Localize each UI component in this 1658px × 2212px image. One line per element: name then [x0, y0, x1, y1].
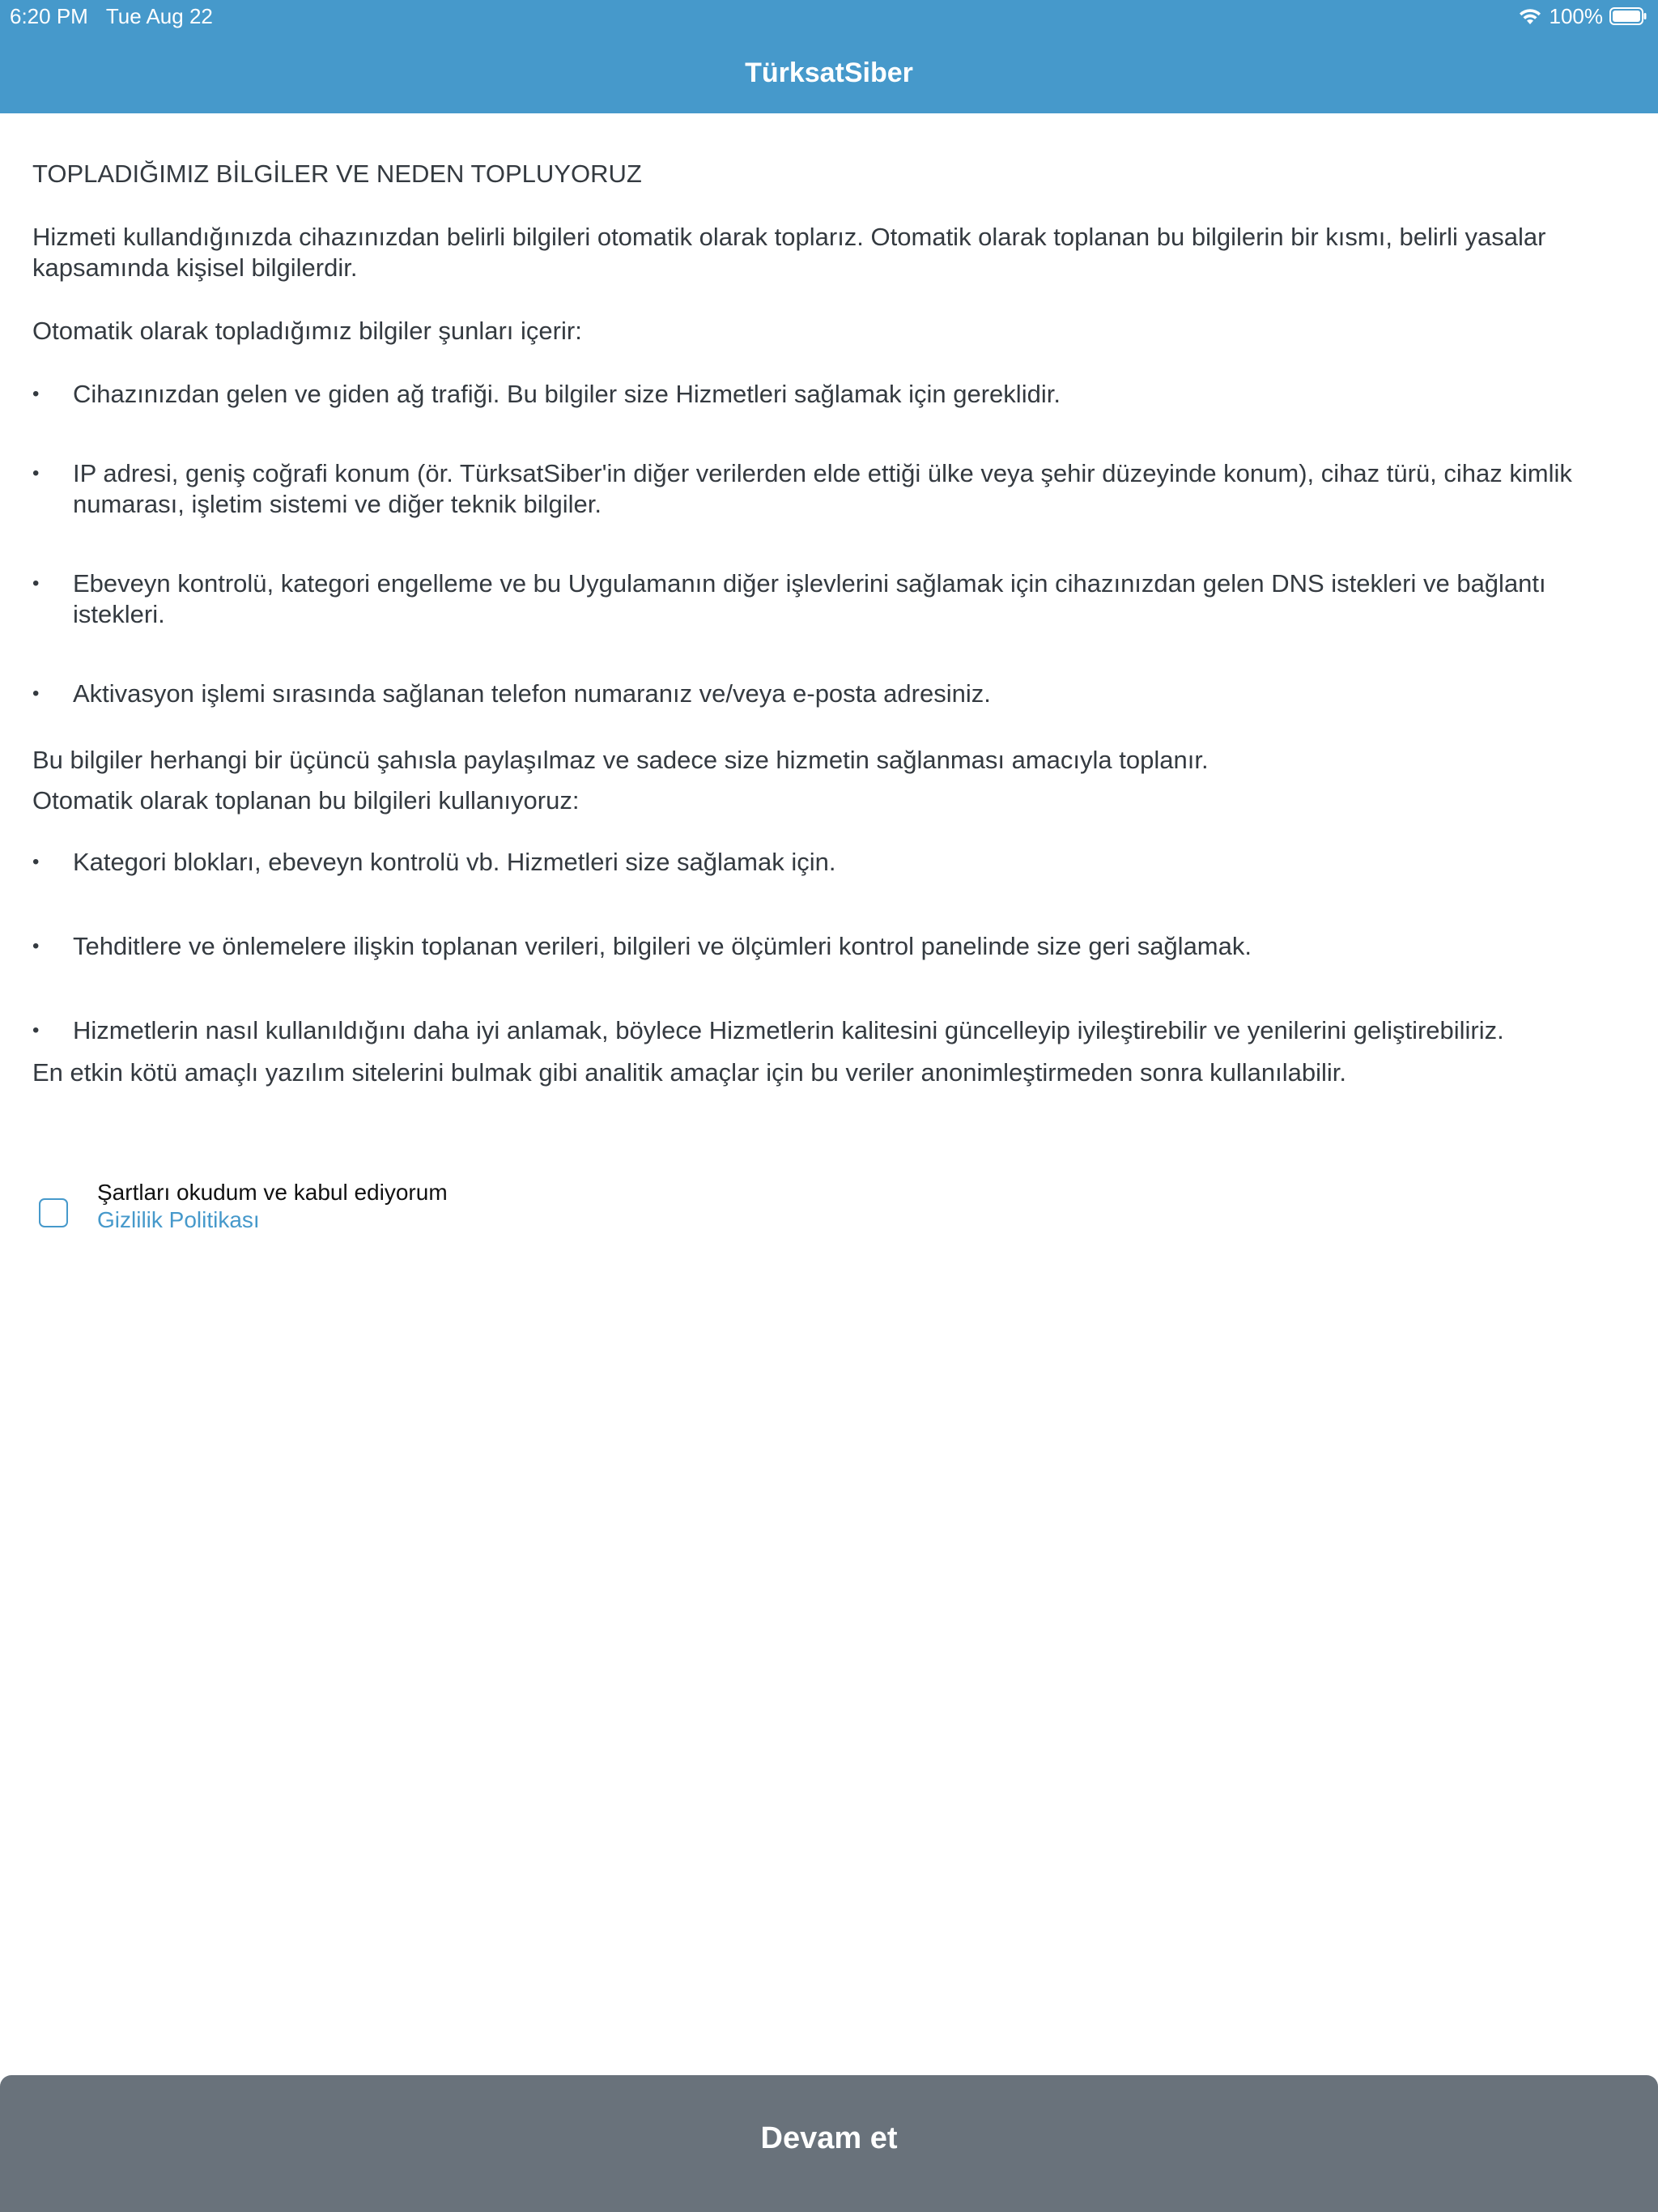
bullet-icon: •	[32, 1019, 40, 1041]
bullet-icon: •	[32, 462, 40, 484]
privacy-content	[32, 159, 1627, 1088]
collected-list	[32, 379, 1627, 709]
list-item: • Kategori blokları, ebeveyn kontrolü vb. Hizmetleri size sağlamak için.	[32, 848, 836, 876]
intro-paragraph: Hizmeti kullandığınızda cihazınızdan belirli bilgileri otomatik olarak toplarız. Otomatik olarak toplanan bu bilgilerin bir kısmı, belirli yasalar kapsamında kişisel bilgilerdir.	[32, 223, 1546, 282]
app-header	[0, 0, 1658, 113]
page-title: TürksatSiber	[745, 57, 913, 88]
list-item: • IP adresi, geniş coğrafi konum (ör. TürksatSiber'in diğer verilerden elde ettiği ülke veya şehir düzeyinde konum), cihaz türü, cihaz kimlik numarası, işletim sistemi ve diğer teknik bilgiler.	[32, 459, 1572, 518]
battery-percentage: 100%	[1549, 3, 1603, 28]
terms-acceptance	[39, 1179, 448, 1234]
analytics-note: En etkin kötü amaçlı yazılım sitelerini bulmak gibi analitik amaçlar için bu veriler anonimleştirmeden sonra kullanılabilir.	[32, 1058, 1347, 1087]
collected-intro: Otomatik olarak topladığımız bilgiler şunları içerir:	[32, 317, 582, 345]
status-date: Tue Aug 22	[105, 4, 213, 28]
privacy-policy-link[interactable]: Gizlilik Politikası	[97, 1207, 260, 1232]
usage-list	[32, 847, 1627, 1046]
bullet-icon: •	[32, 683, 40, 704]
wifi-icon	[1517, 6, 1543, 26]
status-bar-time	[10, 3, 213, 29]
continue-button[interactable]: Devam et	[0, 2075, 1658, 2212]
battery-icon	[1609, 7, 1647, 25]
bullet-icon: •	[32, 851, 40, 873]
bullet-icon: •	[32, 572, 40, 594]
terms-accept-label[interactable]: Şartları okudum ve kabul ediyorum	[97, 1180, 448, 1205]
list-item: • Cihazınızdan gelen ve giden ağ trafiği. Bu bilgiler size Hizmetleri sağlamak için gereklidir.	[32, 380, 1061, 408]
list-item: • Ebeveyn kontrolü, kategori engelleme ve bu Uygulamanın diğer işlevlerini sağlamak için cihazınızdan gelen DNS istekleri ve bağlantı istekleri.	[32, 569, 1546, 628]
bullet-icon: •	[32, 383, 40, 405]
terms-checkbox[interactable]	[39, 1198, 68, 1227]
terms-text	[97, 1179, 448, 1234]
status-bar-indicators	[1517, 3, 1647, 29]
usage-intro: Otomatik olarak toplanan bu bilgileri kullanıyoruz:	[32, 786, 580, 815]
list-item: • Aktivasyon işlemi sırasında sağlanan telefon numaranız ve/veya e-posta adresiniz.	[32, 679, 991, 708]
bullet-icon: •	[32, 935, 40, 957]
list-item: • Tehditlere ve önlemelere ilişkin toplanan verileri, bilgileri ve ölçümleri kontrol panelinde size geri sağlamak.	[32, 932, 1252, 960]
section-heading: TOPLADIĞIMIZ BİLGİLER VE NEDEN TOPLUYORUZ	[32, 160, 642, 188]
list-item: • Hizmetlerin nasıl kullanıldığını daha iyi anlamak, böylece Hizmetlerin kalitesini güncelleyip iyileştirebilir ve yenilerini geliştirebiliriz.	[32, 1016, 1504, 1044]
status-time: 6:20 PM	[10, 4, 88, 28]
sharing-note: Bu bilgiler herhangi bir üçüncü şahısla paylaşılmaz ve sadece size hizmetin sağlanması amacıyla toplanır.	[32, 746, 1209, 774]
